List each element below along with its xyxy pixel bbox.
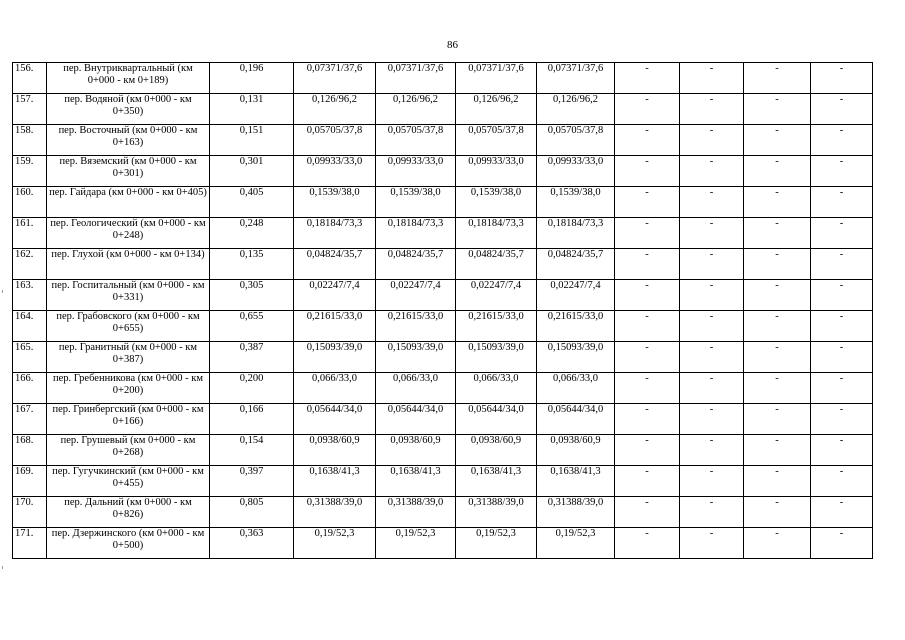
dash-cell: - [680,156,744,187]
row-number: 164. [13,311,47,342]
dash-cell: - [811,156,873,187]
dash-cell: - [811,280,873,311]
row-number: 156. [13,63,47,94]
dash-cell: - [744,404,811,435]
dash-cell: - [680,94,744,125]
value-cell: 0,066/33,0 [376,373,456,404]
value-cell: 0,09933/33,0 [537,156,615,187]
table-row [13,497,873,528]
row-number: 169. [13,466,47,497]
table-row [13,156,873,187]
table-row [13,311,873,342]
value-cell: 0,1638/41,3 [376,466,456,497]
dash-cell: - [680,435,744,466]
dash-cell: - [615,249,680,280]
value-cell: 0,07371/37,6 [376,63,456,94]
length-value: 0,248 [210,218,294,249]
lane-name: пер. Геологический (км 0+000 - км 0+248) [47,218,210,249]
value-cell: 0,066/33,0 [456,373,537,404]
row-number: 171. [13,528,47,559]
page-number: 86 [447,39,458,51]
table-row [13,125,873,156]
value-cell: 0,07371/37,6 [456,63,537,94]
length-value: 0,397 [210,466,294,497]
dash-cell: - [744,187,811,218]
length-value: 0,301 [210,156,294,187]
value-cell: 0,0938/60,9 [376,435,456,466]
lane-name: пер. Восточный (км 0+000 - км 0+163) [47,125,210,156]
value-cell: 0,15093/39,0 [456,342,537,373]
value-cell: 0,07371/37,6 [294,63,376,94]
value-cell: 0,0938/60,9 [294,435,376,466]
value-cell: 0,31388/39,0 [376,497,456,528]
value-cell: 0,126/96,2 [537,94,615,125]
lane-name: пер. Гранитный (км 0+000 - км 0+387) [47,342,210,373]
dash-cell: - [680,63,744,94]
dash-cell: - [811,249,873,280]
lane-name: пер. Госпитальный (км 0+000 - км 0+331) [47,280,210,311]
dash-cell: - [615,218,680,249]
dash-cell: - [744,311,811,342]
dash-cell: - [680,249,744,280]
length-value: 0,655 [210,311,294,342]
dash-cell: - [680,528,744,559]
dash-cell: - [811,466,873,497]
dash-cell: - [680,187,744,218]
value-cell: 0,066/33,0 [537,373,615,404]
dash-cell: - [744,466,811,497]
value-cell: 0,09933/33,0 [456,156,537,187]
value-cell: 0,02247/7,4 [294,280,376,311]
dash-cell: - [811,94,873,125]
dash-cell: - [615,125,680,156]
table-row [13,187,873,218]
value-cell: 0,02247/7,4 [376,280,456,311]
row-number: 162. [13,249,47,280]
value-cell: 0,1638/41,3 [294,466,376,497]
length-value: 0,363 [210,528,294,559]
length-value: 0,154 [210,435,294,466]
value-cell: 0,31388/39,0 [537,497,615,528]
table-row [13,94,873,125]
dash-cell: - [615,497,680,528]
length-value: 0,387 [210,342,294,373]
table-row [13,373,873,404]
dash-cell: - [680,125,744,156]
dash-cell: - [744,435,811,466]
dash-cell: - [811,435,873,466]
length-value: 0,196 [210,63,294,94]
dash-cell: - [615,342,680,373]
lane-name: пер. Гайдара (км 0+000 - км 0+405) [47,187,210,218]
value-cell: 0,1638/41,3 [456,466,537,497]
value-cell: 0,1638/41,3 [537,466,615,497]
dash-cell: - [811,218,873,249]
dash-cell: - [680,218,744,249]
dash-cell: - [744,156,811,187]
dash-cell: - [615,466,680,497]
row-number: 170. [13,497,47,528]
value-cell: 0,19/52,3 [456,528,537,559]
lane-name: пер. Вяземский (км 0+000 - км 0+301) [47,156,210,187]
dash-cell: - [680,373,744,404]
value-cell: 0,04824/35,7 [456,249,537,280]
value-cell: 0,18184/73,3 [294,218,376,249]
dash-cell: - [744,218,811,249]
value-cell: 0,07371/37,6 [537,63,615,94]
row-number: 157. [13,94,47,125]
table-body [13,63,873,559]
value-cell: 0,21615/33,0 [294,311,376,342]
dash-cell: - [615,63,680,94]
value-cell: 0,04824/35,7 [376,249,456,280]
row-number: 163. [13,280,47,311]
dash-cell: - [680,342,744,373]
dash-cell: - [811,63,873,94]
dash-cell: - [615,156,680,187]
length-value: 0,151 [210,125,294,156]
value-cell: 0,1539/38,0 [537,187,615,218]
margin-mark [2,566,3,569]
row-number: 165. [13,342,47,373]
value-cell: 0,19/52,3 [537,528,615,559]
value-cell: 0,126/96,2 [376,94,456,125]
table-row [13,280,873,311]
dash-cell: - [744,373,811,404]
dash-cell: - [615,373,680,404]
value-cell: 0,04824/35,7 [294,249,376,280]
dash-cell: - [811,125,873,156]
dash-cell: - [744,63,811,94]
dash-cell: - [615,311,680,342]
dash-cell: - [680,311,744,342]
lane-name: пер. Дальний (км 0+000 - км 0+826) [47,497,210,528]
lane-name: пер. Гугучкинский (км 0+000 - км 0+455) [47,466,210,497]
lane-name: пер. Водяной (км 0+000 - км 0+350) [47,94,210,125]
value-cell: 0,0938/60,9 [456,435,537,466]
dash-cell: - [744,94,811,125]
dash-cell: - [744,280,811,311]
data-table [12,62,873,559]
dash-cell: - [680,280,744,311]
lane-name: пер. Грабовского (км 0+000 - км 0+655) [47,311,210,342]
value-cell: 0,18184/73,3 [537,218,615,249]
dash-cell: - [615,528,680,559]
value-cell: 0,31388/39,0 [294,497,376,528]
value-cell: 0,0938/60,9 [537,435,615,466]
value-cell: 0,15093/39,0 [294,342,376,373]
row-number: 159. [13,156,47,187]
row-number: 158. [13,125,47,156]
value-cell: 0,21615/33,0 [376,311,456,342]
table-row [13,249,873,280]
dash-cell: - [615,187,680,218]
value-cell: 0,1539/38,0 [294,187,376,218]
value-cell: 0,31388/39,0 [456,497,537,528]
table-row [13,63,873,94]
lane-name: пер. Внутриквартальный (км 0+000 - км 0+189) [47,63,210,94]
value-cell: 0,05644/34,0 [294,404,376,435]
length-value: 0,166 [210,404,294,435]
lane-name: пер. Гребенникова (км 0+000 - км 0+200) [47,373,210,404]
value-cell: 0,21615/33,0 [537,311,615,342]
value-cell: 0,05644/34,0 [537,404,615,435]
value-cell: 0,09933/33,0 [294,156,376,187]
row-number: 161. [13,218,47,249]
dash-cell: - [744,528,811,559]
dash-cell: - [811,342,873,373]
dash-cell: - [811,187,873,218]
dash-cell: - [680,466,744,497]
value-cell: 0,21615/33,0 [456,311,537,342]
value-cell: 0,126/96,2 [456,94,537,125]
length-value: 0,305 [210,280,294,311]
dash-cell: - [680,497,744,528]
dash-cell: - [744,125,811,156]
length-value: 0,405 [210,187,294,218]
dash-cell: - [615,280,680,311]
table-row [13,466,873,497]
lane-name: пер. Глухой (км 0+000 - км 0+134) [47,249,210,280]
value-cell: 0,18184/73,3 [376,218,456,249]
value-cell: 0,05644/34,0 [376,404,456,435]
lane-name: пер. Дзержинского (км 0+000 - км 0+500) [47,528,210,559]
value-cell: 0,05644/34,0 [456,404,537,435]
row-number: 167. [13,404,47,435]
value-cell: 0,05705/37,8 [537,125,615,156]
value-cell: 0,066/33,0 [294,373,376,404]
dash-cell: - [811,373,873,404]
dash-cell: - [744,497,811,528]
value-cell: 0,15093/39,0 [537,342,615,373]
table-row [13,435,873,466]
row-number: 160. [13,187,47,218]
lane-name: пер. Грушевый (км 0+000 - км 0+268) [47,435,210,466]
dash-cell: - [680,404,744,435]
value-cell: 0,05705/37,8 [376,125,456,156]
value-cell: 0,1539/38,0 [456,187,537,218]
value-cell: 0,05705/37,8 [294,125,376,156]
value-cell: 0,02247/7,4 [456,280,537,311]
dash-cell: - [811,528,873,559]
length-value: 0,131 [210,94,294,125]
dash-cell: - [811,497,873,528]
row-number: 166. [13,373,47,404]
row-number: 168. [13,435,47,466]
dash-cell: - [744,342,811,373]
value-cell: 0,19/52,3 [294,528,376,559]
value-cell: 0,19/52,3 [376,528,456,559]
value-cell: 0,15093/39,0 [376,342,456,373]
table-row [13,404,873,435]
dash-cell: - [615,404,680,435]
length-value: 0,805 [210,497,294,528]
value-cell: 0,1539/38,0 [376,187,456,218]
dash-cell: - [615,94,680,125]
value-cell: 0,126/96,2 [294,94,376,125]
margin-mark [2,290,3,293]
length-value: 0,135 [210,249,294,280]
value-cell: 0,05705/37,8 [456,125,537,156]
dash-cell: - [744,249,811,280]
table-row [13,218,873,249]
value-cell: 0,04824/35,7 [537,249,615,280]
table-row [13,342,873,373]
value-cell: 0,09933/33,0 [376,156,456,187]
dash-cell: - [811,404,873,435]
dash-cell: - [615,435,680,466]
value-cell: 0,18184/73,3 [456,218,537,249]
dash-cell: - [811,311,873,342]
lane-name: пер. Гринбергский (км 0+000 - км 0+166) [47,404,210,435]
length-value: 0,200 [210,373,294,404]
value-cell: 0,02247/7,4 [537,280,615,311]
table-row [13,528,873,559]
